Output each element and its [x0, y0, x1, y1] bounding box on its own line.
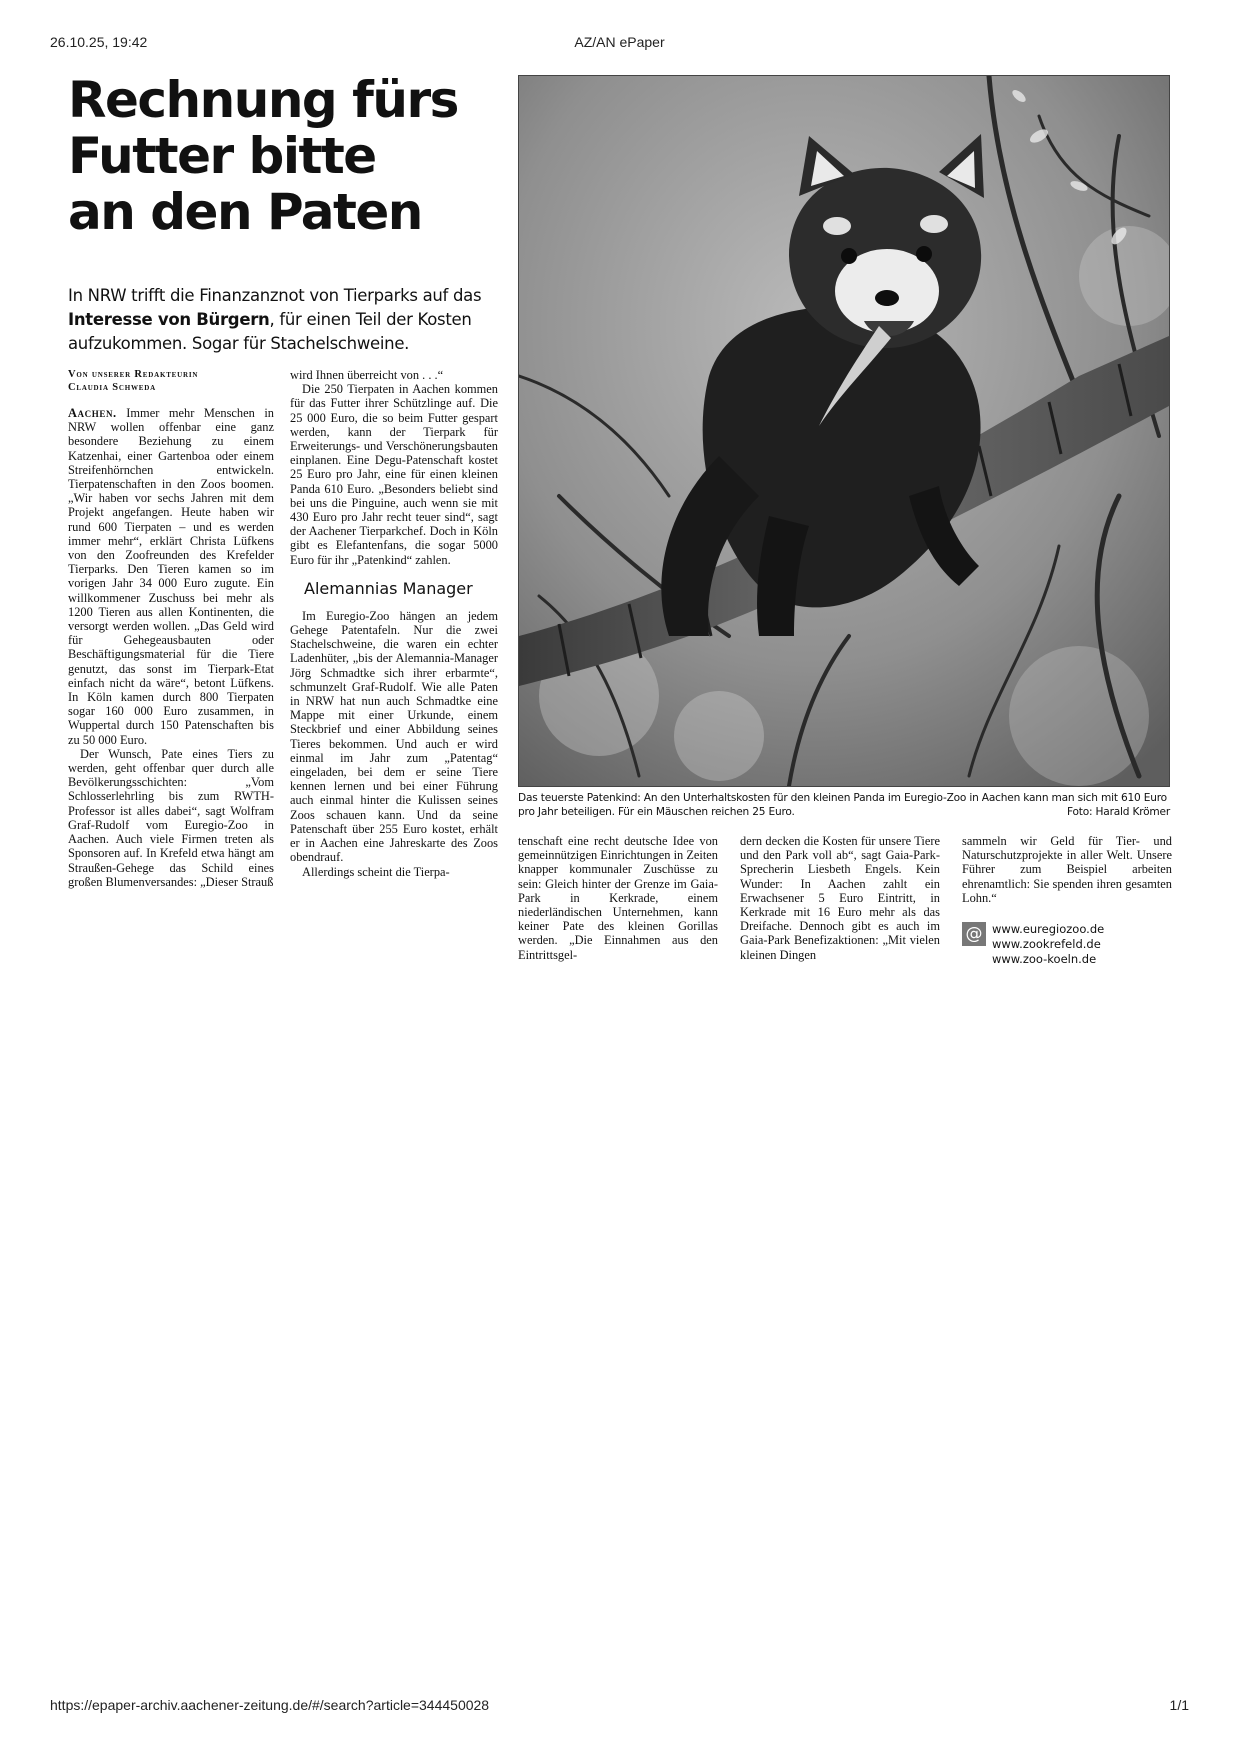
paragraph-text: Immer mehr Menschen in NRW wollen offenbar eine ganz besondere Beziehung zu einem Katzenhai, einer Gartenboa oder einem Streifenhörnchen entwickeln. Tierpatenschaften in den Zoos boomen. „Wir haben vor sechs Jahren mit dem Projekt angefangen. Heute haben wir rund 600 Tierpaten – und es werden immer mehr“, erklärt Christa Lüfkens von den Zoofreunden des Krefelder Tierparks. Den Tieren kamen so im vorigen Jahr 34 000 Euro zugute. Ein willkommener Zuschuss bei mehr als 1200 Tieren aus allen Kontinenten, die versorgt werden wollen. „Das Geld wird für Gehegeausbauten oder Beschäftigungsmaterial für die Tiere genutzt, das sonst im Tierpark-Etat einfach nicht da wäre“, betont Lüfkens. In Köln kamen durch 800 Tierpaten sogar 160 000 Euro zusammen, in Wuppertal durch 150 Patenschaften bis zu 50 000 Euro.: [68, 406, 274, 747]
print-timestamp: 26.10.25, 19:42: [50, 34, 148, 50]
print-footer: [0, 1697, 1239, 1717]
photo-credit: Foto: Harald Krömer: [1066, 806, 1170, 818]
red-panda-illustration: [519, 76, 1169, 786]
article-column-4: [740, 834, 940, 962]
dateline: Aachen.: [68, 406, 117, 420]
paragraph: Die 250 Tierpaten in Aachen kommen für das Futter ihrer Schützlinge auf. Die 25 000 Euro, die so beim Futter gespart werden, kann der Tierpark für Erweiterungs- und Verschönerungsbauten einplanen. Eine Degu-Patenschaft kostet 25 Euro pro Jahr, eine für einen kleinen Panda 610 Euro. „Besonders beliebt sind bei uns die Pinguine, auch wenn sie mit 430 Euro pro Jahr recht teuer sind“, sagt der Aachener Tierparkchef. Doch in Köln gibt es Elefantenfans, die sogar 5000 Euro für ihr „Patenkind“ zahlen.: [290, 382, 498, 567]
headline-line-1: Rechnung fürs: [68, 71, 458, 129]
article-lead: [68, 284, 508, 356]
paragraph: tenschaft eine recht deutsche Idee von gemeinnützigen Einrichtungen in Zeiten knapper kommunaler Zuschüsse zu sein: Gleich hinter der Grenze im Gaia-Park in Kerkrade, einem niederländischen Unternehmen, kann keiner Pate des kleinen Gorillas werden. „Die Einnahmen aus den Eintrittsgel-: [518, 834, 718, 962]
lead-text-2: , für einen Teil der Kosten aufzukommen. Sogar für Stachelschweine.: [68, 310, 472, 353]
lead-text-1: In NRW trifft die Finanzanznot von Tierparks auf das: [68, 286, 482, 305]
headline-line-2: Futter bitte: [68, 127, 376, 185]
article-headline: [68, 72, 508, 240]
paragraph: wird Ihnen überreicht von . . .“: [290, 368, 444, 382]
photo-caption: [518, 791, 1170, 819]
article-column-2: [290, 368, 498, 879]
byline-author: Claudia Schweda: [68, 382, 156, 393]
at-icon: @: [962, 922, 986, 946]
paragraph: Im Euregio-Zoo hängen an jedem Gehege Patentafeln. Nur die zwei Stachelschweine, die waren ein echter Ladenhüter, „bis der Alemannia-Manager Jörg Schmadtke sich ihrer erbarmte“, schmunzelt Graf-Rudolf. Wie alle Paten in NRW hat nun auch Schmadtke eine Mappe mit einer Urkunde, einem Steckbrief und einer Abbildung seines Tieres bekommen. Und auch er wird einmal im Jahr zum „Patentag“ eingeladen, bei dem er seine Tiere kennen lernen und bei einer Führung auch einmal hinter die Kulissen seines Zoos schauen kann. Und da seine Patenschaft über 255 Euro kostet, erhält er in Aachen eine Jahreskarte des Zoos obendrauf.: [290, 608, 498, 865]
byline: [68, 368, 274, 394]
paragraph: Der Wunsch, Pate eines Tiers zu werden, geht offenbar quer durch alle Bevölkerungsschichten: „Vom Schlosserlehrling bis zum RWTH-Professor ist alles dabei“, sagt Wolfram Graf-Rudolf vom Euregio-Zoo in Aachen. Auch viele Firmen treten als Sponsoren auf. In Krefeld etwa hängt am Straußen-Gehege das Schild eines großen Blumenversandes: „Dieser Strauß: [68, 746, 274, 889]
paragraph: [68, 406, 274, 747]
print-page-count: 1/1: [1169, 1697, 1189, 1713]
article-subhead: Alemannias Manager: [304, 578, 473, 598]
byline-role: Von unserer Redakteurin: [68, 369, 199, 380]
paragraph: sammeln wir Geld für Tier- und Naturschutzprojekte in aller Welt. Unsere Führer zum Beispiel arbeiten ehrenamtlich: Sie spenden ihren gesamten Lohn.“: [962, 834, 1172, 905]
lead-text-bold: Interesse von Bürgern: [68, 310, 270, 329]
web-links-box: [962, 922, 1172, 970]
print-page-title: AZ/AN ePaper: [574, 34, 665, 50]
web-link[interactable]: www.euregiozoo.de: [992, 922, 1105, 936]
web-link[interactable]: www.zoo-koeln.de: [992, 952, 1097, 966]
article-column-1: [68, 368, 274, 889]
print-url: https://epaper-archiv.aachener-zeitung.de/#/search?article=344450028: [50, 1697, 490, 1713]
caption-text: Das teuerste Patenkind: An den Unterhaltskosten für den kleinen Panda im Euregio-Zoo in Aachen kann man sich mit 610 Euro pro Jahr beteiligen. Für ein Mäuschen reichen 25 Euro.: [518, 792, 1167, 818]
print-header: [0, 34, 1239, 54]
headline-line-3: an den Paten: [68, 183, 422, 241]
article-column-5: [962, 834, 1172, 905]
red-panda-photo: [518, 75, 1170, 787]
paragraph: Allerdings scheint die Tierpa-: [302, 864, 450, 879]
web-links: [992, 922, 1104, 967]
paragraph: dern decken die Kosten für unsere Tiere und den Park voll ab“, sagt Gaia-Park-Sprecherin Liesbeth Engels. Kein Wunder: In Aachen zahlt ein Erwachsener 5 Euro Eintritt, in Kerkrade mit 16 Euro mehr als das Dreifache. Dennoch gibt es auch im Gaia-Park Benefizaktionen: „Mit vielen kleinen Dingen: [740, 834, 940, 962]
web-link[interactable]: www.zookrefeld.de: [992, 937, 1101, 951]
article-column-3: [518, 834, 718, 962]
